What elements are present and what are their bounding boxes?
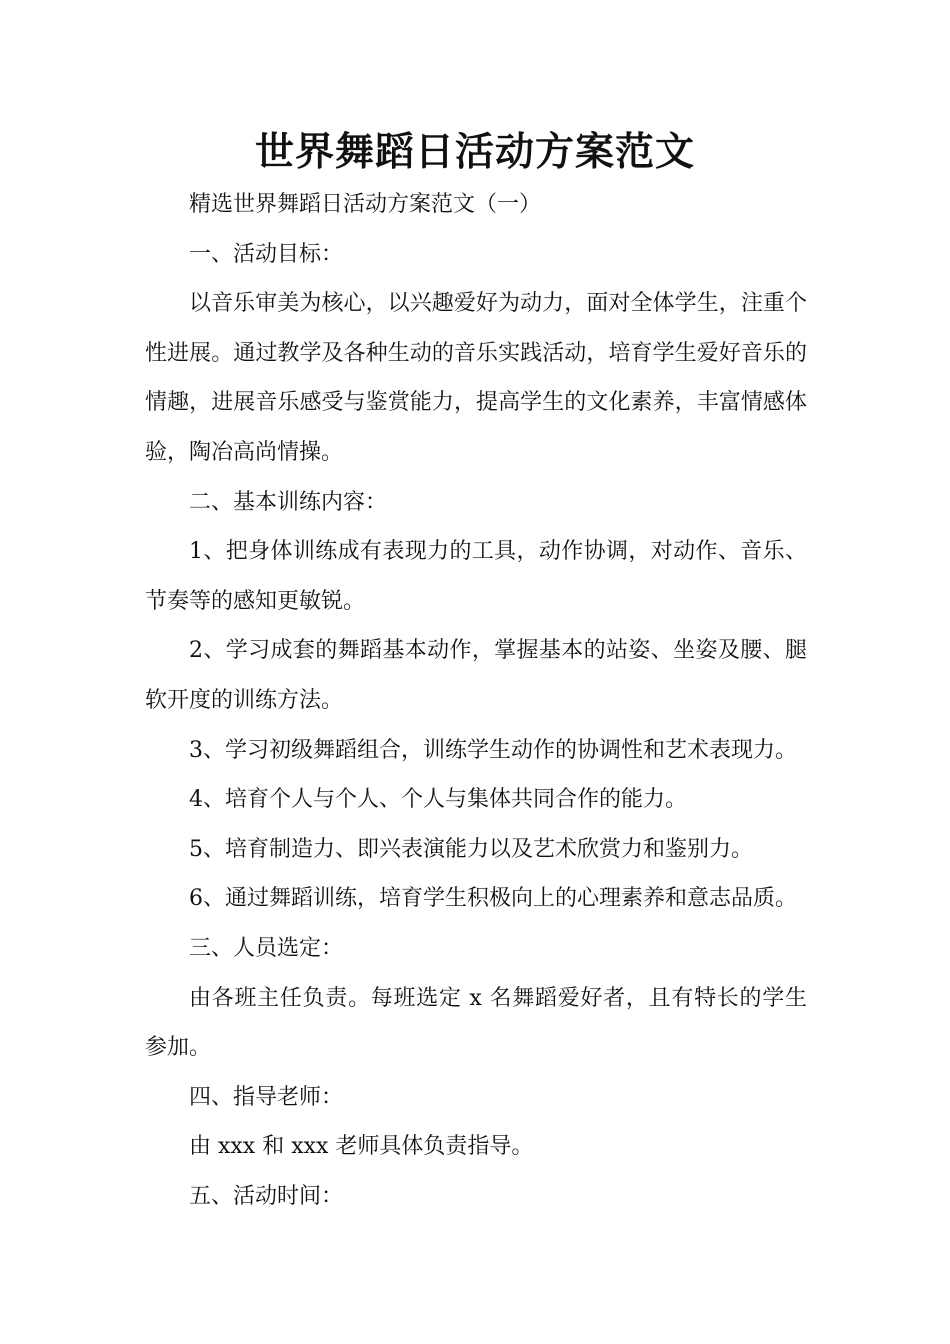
section-heading-selection: 三、人员选定：	[189, 935, 344, 961]
list-item-training-5: 5、培育制造力、即兴表演能力以及艺术欣赏力和鉴别力。	[189, 836, 753, 862]
section-heading-goals: 一、活动目标：	[189, 241, 344, 267]
section-heading-instructors: 四、指导老师：	[189, 1084, 344, 1110]
document-title: 世界舞蹈日活动方案范文	[254, 130, 695, 175]
list-item-training-1: 1、把身体训练成有表现力的工具，动作协调，对动作、音乐、节奏等的感知更敏锐。	[145, 539, 807, 614]
list-item-training-3: 3、学习初级舞蹈组合，训练学生动作的协调性和艺术表现力。	[189, 737, 797, 763]
list-item-training-4: 4、培育个人与个人、个人与集体共同合作的能力。	[189, 787, 687, 813]
document-body	[145, 180, 807, 1221]
section-heading-time: 五、活动时间：	[189, 1183, 344, 1209]
paragraph-selection: 由各班主任负责。每班选定 x 名舞蹈爱好者，且有特长的学生参加。	[145, 985, 807, 1061]
paragraph-instructors: 由 xxx 和 xxx 老师具体负责指导。	[189, 1134, 534, 1160]
list-item-training-6: 6、通过舞蹈训练，培育学生积极向上的心理素养和意志品质。	[189, 886, 797, 912]
list-item-training-2: 2、学习成套的舞蹈基本动作，掌握基本的站姿、坐姿及腰、腿软开度的训练方法。	[145, 638, 807, 713]
paragraph-goals: 以音乐审美为核心，以兴趣爱好为动力，面对全体学生，注重个性进展。通过教学及各种生动的音乐实践活动，培育学生爱好音乐的情趣，进展音乐感受与鉴赏能力，提高学生的文化素养，丰富情感体验，陶冶高尚情操。	[145, 291, 807, 465]
paragraph-subtitle: 精选世界舞蹈日活动方案范文（一）	[189, 192, 542, 217]
section-heading-training: 二、基本训练内容：	[189, 489, 388, 515]
